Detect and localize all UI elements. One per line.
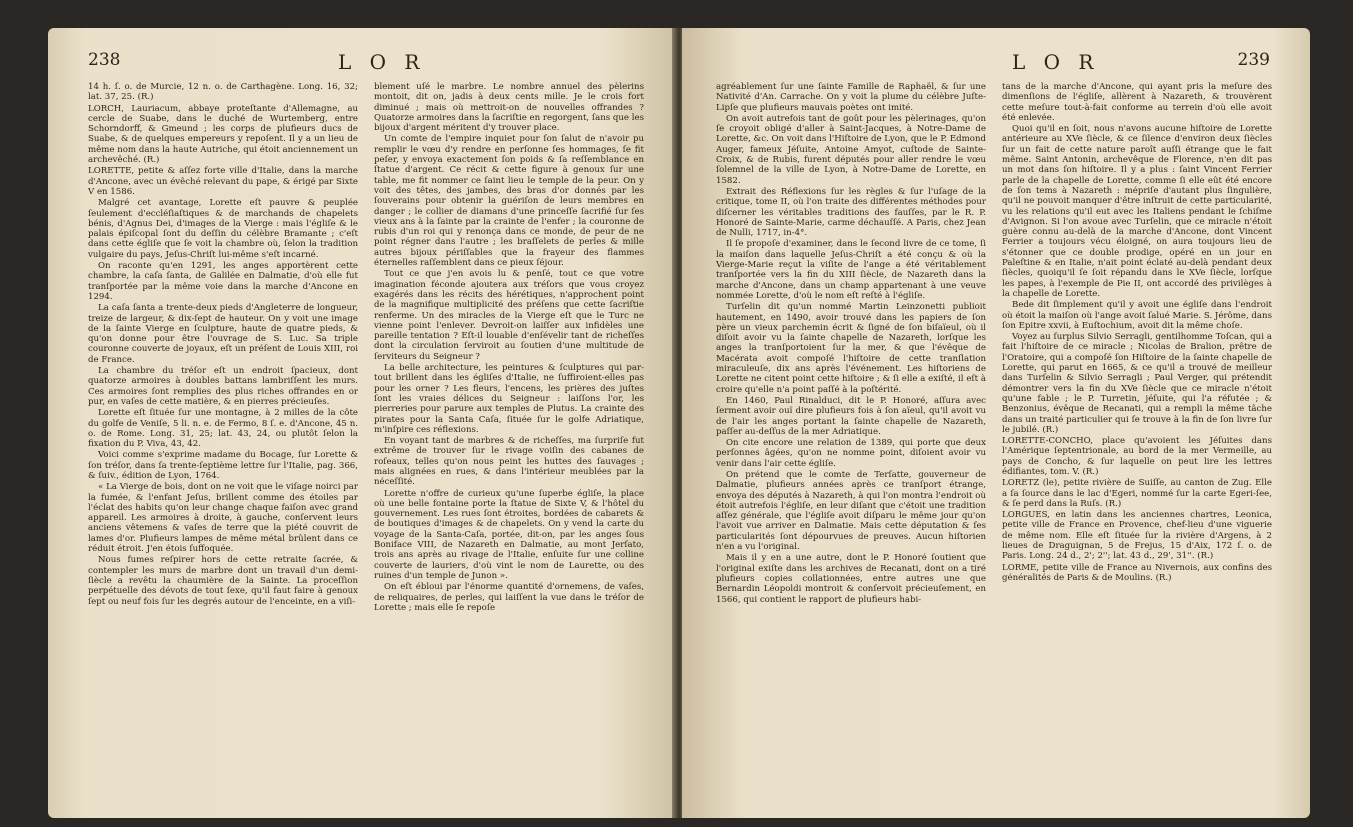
paragraph: LORME, petite ville de France au Nivernois, aux confins des généralités de Paris & de Moulins. (R.) [1002,562,1272,583]
paragraph: Tout ce que j'en avois lu & penſé, tout ce que votre imagination féconde ajoutera aux tréſors que vous croyez exagérés dans les récits des hérétiques, n'approchent point de la magnifique multiplicité des préſens que cette ſacriſtie renferme. Un des miracles de la Vierge eſt que le Turc ne vienne point l'enlever. Devroit-on laiſſer aux infidèles une pareille tentation ? Eſt-il louable d'enſévelir tant de richeſſes dont la circulation ſerviroit au ſoutien d'une multitude de ſerviteurs du Seigneur ? [374,269,644,362]
right-column-1 [716,82,986,802]
paragraph: LORGUES, en latin dans les anciennes chartres, Leonica, petite ville de France en Provence, chef-lieu d'une viguerie de même nom. Elle eſt ſituée ſur la rivière d'Argens, à 2 lieues de Draguignan, 5 de Frejus, 15 d'Aix, 172 ſ. o. de Paris. Long. 24 d., 2'; 2''; lat. 43 d., 29', 31''. (R.) [1002,510,1272,562]
left-page [48,28,676,818]
paragraph: La caſa ſanta a trente-deux pieds d'Angleterre de longueur, treize de largeur, & dix-ſept de hauteur. On y voit une image de la ſainte Vierge en ſculpture, haute de quatre pieds, & qu'on donne pour être l'ouvrage de S. Luc. Sa triple couronne couverte de joyaux, eſt un préſent de Louis XIII, roi de France. [88,303,358,365]
left-page-number: 238 [88,50,121,70]
right-page [682,28,1310,818]
left-running-header [88,50,636,74]
paragraph: Extrait des Réflexions ſur les règles & ſur l'uſage de la critique, tome II, où l'on traite des différentes méthodes pour diſcerner les véritables traditions des fauſſes, par le R. P. Honoré de Sainte-Marie, carme déchauſſé. A Paris, chez Jean de Nulli, 1717, in-4°. [716,186,986,239]
left-column-2 [374,82,644,802]
paragraph: On raconte qu'en 1291, les anges apportèrent cette chambre, la caſa ſanta, de Galilée en Dalmatie, d'où elle fut tranſportée par la même voie dans la marche d'Ancone en 1294. [88,261,358,302]
paragraph: Quoi qu'il en ſoit, nous n'avons aucune hiſtoire de Lorette antérieure au XVe ſiècle, & ce ſilence d'environ deux ſiècles ſur un fait de cette nature paroît auſſi étrange que le fait même. Saint Antonin, archevêque de Florence, n'en dit pas un mot dans ſon hiſtoire. Il y a plus : ſaint Vincent Ferrier parle de la chapelle de Lorette, comme ſi elle eût été encore de ſon tems à Nazareth : mépriſe d'autant plus ſingulière, qu'il ne pouvoit manquer d'être inſtruit de cette particularité, vu les relations qu'il eut avec les Italiens pendant le ſchiſme d'Avignon. Si l'on avoue avec Turſelin, que ce miracle n'étoit guère connu au-delà de la marche d'Ancone, dont Vincent Ferrier a toujours vécu éloigné, on aura toujours lieu de s'étonner que ce double prodige, opéré en un jour en Paleſtine & en Italie, n'ait point éclaté au-delà pendant deux ſiècles, quoiqu'il ſe ſoit répandu dans le XVe ſiècle, lorſque les papes, à l'exemple de Pie II, ont accordé des privilèges à la chapelle de Lorette. [1002,124,1272,299]
paragraph: La belle architecture, les peintures & ſculptures qui par-tout brillent dans les égliſes d'Italie, ne ſuffiroient-elles pas pour les orner ? Les fleurs, l'encens, les prières des juſtes ſont les vraies délices du Seigneur : laiſſons l'or, les pierreries pour parure aux temples de Plutus. La crainte des pirates pour la Santa Caſa, ſituée ſur le golfe Adriatique, m'inſpire ces réflexions. [374,363,644,435]
paragraph: Voyez au ſurplus Silvio Serragli, gentilhomme Toſcan, qui a fait l'hiſtoire de ce miracle ; Nicolas de Bralion, prêtre de l'Oratoire, qui a compoſé ſon Hiſtoire de la ſainte chapelle de Lorette, qui parut en 1665, & ce qu'il a trouvé de meilleur dans Turſelin & Silvio Serragli ; Paul Verger, qui prétendit démontrer vers la fin du XVe ſiècle que ce miracle n'étoit qu'une fable ; le P. Turretin, jéſuite, qui l'a réfutée ; & Benzonius, évêque de Recanati, qui a rempli la même tâche dans un traité particulier qui ſe trouve à la fin de ſon livre ſur le jubilé. (R.) [1002,332,1272,435]
paragraph: tans de la marche d'Ancone, qui ayant pris la meſure des dimenſions de l'égliſe, allèrent à Nazareth, & trouvèrent cette meſure tout-à-fait conforme au terrein d'où elle avoit été enlevée. [1002,82,1272,123]
paragraph: LORETTE, petite & aſſez forte ville d'Italie, dans la marche d'Ancone, avec un évêché relevant du pape, & érigé par Sixte V en 1586. [88,166,358,197]
paragraph: Voici comme s'exprime madame du Bocage, ſur Lorette & ſon tréſor, dans ſa trente-ſeptième lettre ſur l'Italie, pag. 366, & ſuiv., édition de Lyon, 1764. [88,450,358,481]
left-running-head: L O R [338,50,426,74]
paragraph: Bede dit ſimplement qu'il y avoit une égliſe dans l'endroit où étoit la maiſon où l'ange avoit ſalué Marie. S. Jérôme, dans ſon Epitre xxvii, à Euſtochium, avoit dit la même choſe. [1002,300,1272,331]
paragraph: LORCH, Lauriacum, abbaye proteſtante d'Allemagne, au cercle de Suabe, dans le duché de Wurtemberg, entre Schorndorff, & Gmeund ; les corps de plufieurs ducs de Suabe, & de quelques empereurs y repoſent. Il y a un lieu de même nom dans la haute Autriche, qui étoit anciennement un archevêché. (R.) [88,103,358,166]
right-running-head: L O R [1012,50,1100,74]
right-page-number: 239 [1237,50,1270,70]
paragraph: Lorette n'offre de curieux qu'une ſuperbe égliſe, la place où une belle fontaine porte la ſtatue de Sixte V, & l'hôtel du gouvernement. Les rues ſont étroites, bordées de cabarets & de boutiques d'images & de chapelets. On y vend la carte du voyage de la Santa-Caſa, portée, dit-on, par les anges ſous Boniface VIII, de Nazareth en Dalmatie, au mont Jerſato, trois ans après au rivage de l'Italie, enſuite ſur une colline couverte de lauriers, d'où vint le nom de Laurette, ou des ruines d'un temple de Junon ». [374,488,644,581]
paragraph: LORETTE-CONCHO, place qu'avoient les Jéſuites dans l'Amérique ſeptentrionale, au bord de la mer Vermeille, au pays de Concho, & ſur laquelle on peut lire les lettres édifiantes, tom. V. (R.) [1002,436,1272,477]
paragraph: « La Vierge de bois, dont on ne voit que le viſage noirci par la fumée, & l'enfant Jeſus, brillent comme des étoiles par l'éclat des habits qu'on leur change chaque faiſon avec grand appareil. Les armoires à droite, à gauche, conſervent leurs anciens vêtemens & vaſes de terre que la piété couvrit de lames d'or. Plufieurs lampes de même métal brûlent dans ce réduit étroit. J'en étois ſuffoquée. [88,482,358,555]
paragraph: On prétend que le comte de Terſatte, gouverneur de Dalmatie, plufieurs années après ce tranſport étrange, envoya des députés à Nazareth, à qui l'on montra l'endroit où étoit autrefois l'égliſe, en leur diſant que c'étoit une tradition aſſez générale, que l'égliſe avoit diſparu le même jour qu'on l'avoit vue arriver en Dalmatie. Mais cette députation & ſes particularités ſont dépourvues de preuves. Aucun hiſtorien n'en a vu l'original. [716,469,986,553]
paragraph: Nous fumes reſpirer hors de cette retraite ſacrée, & contempler les murs de marbre dont un travail d'un demi-ſiècle a revêtu la chaumière de la Sainte. La proceſſion perpétuelle des dévots de tout ſexe, qu'il faut faire à genoux ſept ou neuf fois ſur les degrés autour de l'enceinte, en a viſi- [88,555,358,607]
paragraph: Lorette eſt ſituée ſur une montagne, à 2 milles de la côte du golfe de Veniſe, 5 li. n. e. de Fermo, 8 ſ. e. d'Ancone, 45 n. o. de Rome. Long. 31, 25; lat. 43, 24, ou plutôt ſelon la fixation du P. Viva, 43, 42. [88,408,358,450]
paragraph: Malgré cet avantage, Lorette eſt pauvre & peuplée ſeulement d'eccléſiaſtiques & de marchands de chapelets bénis, d'Agnus Dei, d'images de la Vierge : mais l'égliſe & le palais épiſcopal ſont du deſſin du célèbre Bramante ; c'eſt dans cette égliſe que ſe voit la chambre où, ſelon la tradition vulgaire du pays, Jeſus-Chriſt lui-même s'eſt incarné. [88,198,358,260]
left-column-1 [88,82,358,802]
paragraph: En voyant tant de marbres & de richeſſes, ma ſurpriſe fut extrême de trouver ſur le rivage voiſin des cabanes de roſeaux, telles qu'on nous peint les huttes des ſauvages ; mais alignées en rues, & dans l'intérieur meublées par la néceſſité. [374,436,644,488]
paragraph: On cite encore une relation de 1389, qui porte que deux perſonnes âgées, qu'on ne nomme point, diſoient avoir vu venir dans l'air cette égliſe. [716,438,986,469]
paragraph: blement uſé le marbre. Le nombre annuel des pèlerins montoit, dit on, jadis à deux cents mille. Je le crois fort diminué ; mais où mettroit-on de nouvelles offrandes ? Quatorze armoires dans la ſacriſtie en regorgent, ſans que les bijoux d'argent méritent d'y trouver place. [374,82,644,134]
paragraph: La chambre du tréſor eſt un endroit ſpacieux, dont quatorze armoires à doubles battans lambriſſent les murs. Ces armoires ſont remplies des plus riches offrandes en or pur, en vaſes de cette matière, & en pierres précieuſes. [88,366,358,407]
paragraph: Mais il y en a une autre, dont le P. Honoré ſoutient que l'original exiſte dans les archives de Recanati, dont on a tiré plufieurs copies collationnées, entre autres une que Bernardin Léopoldi montroit & conſervoit précieuſement, en 1566, qui contient le rapport de plufieurs habi- [716,553,986,605]
paragraph: Turſelin dit qu'un nommé Martin Leinzonetti publioit hautement, en 1490, avoir trouvé dans les papiers de ſon père un vieux parchemin écrit & ſigné de ſon biſaïeul, où il diſoit avoir vu la ſainte chapelle de Nazareth, lorſque les anges la tranſportoient ſur la mer, & que l'évêque de Macérata avoit compoſé l'hiſtoire de cette tranſlation miraculeuſe, dix ans après l'événement. Les hiſtoriens de Lorette ne citent point cette hiſtoire ; & ſi elle a exiſté, il eſt à croire qu'elle n'a point paſſé à la poſtérité. [716,302,986,395]
open-book [48,28,1310,818]
paragraph: On eſt ébloui par l'énorme quantité d'ornemens, de vaſes, de reliquaires, de perles, qui laiſſent la vue dans le tréſor de Lorette ; mais elle ſe repoſe [374,582,644,613]
paragraph: On avoit autrefois tant de goût pour les pèlerinages, qu'on ſe croyoit obligé d'aller à Saint-Jacques, à Notre-Dame de Lorette, &c. On voit dans l'Hiſtoire de Lyon, que le P. Edmond Auger, fameux Jéſuite, Antoine Amyot, cuſtode de Sainte-Croix, & de Rubis, furent députés pour aller rendre le vœu ſolemnel de la ville de Lyon, à Notre-Dame de Lorette, en 1582. [716,113,986,186]
paragraph: En 1460, Paul Rinalduci, dit le P. Honoré, aſſura avec ſerment avoir ouï dire plufieurs fois à ſon aïeul, qu'il avoit vu de l'air les anges portant la ſainte chapelle de Nazareth, paſſer au-deſſus de la mer Adriatique. [716,395,986,437]
paragraph: LORETZ (le), petite rivière de Suiſſe, au canton de Zug. Elle a ſa ſource dans le lac d'Egeri, nommé ſur la carte Egeri-ſee, & ſe perd dans la Ruſs. (R.) [1002,478,1272,509]
paragraph: agréablement ſur une ſainte Famille de Raphaël, & ſur une Nativité d'An. Carrache. On y voit la plume du célèbre Juſte-Lipſe que plufieurs mauvais poètes ont imité. [716,82,986,113]
right-column-2 [1002,82,1272,802]
paragraph: Un comte de l'empire inquiet pour ſon ſalut de n'avoir pu remplir le vœu d'y rendre en perſonne ſes hommages, ſe fit peſer, y envoya exactement ſon poids & ſa reſſemblance en ſtatue d'argent. Ce récit & cette figure à genoux ſur une table, me fit nommer ce ſaint lieu le temple de la peur. On y voit des têtes, des jambes, des bras d'or donnés par les ſouverains pour obtenir la guériſon de leurs membres en danger ; le collier de diamans d'une princeſſe ſacrifié ſur ſes vieux ans à la ſainte par la crainte de l'enfer ; la couronne de rubis d'un roi qui y renonça dans ce monde, de peur de ne point régner dans l'autre ; les braſſelets de perles & mille autres bijoux périſſables que la frayeur des flammes éternelles raſſemblent dans ce pieux ſéjour. [374,134,644,269]
right-running-header [722,50,1270,74]
paragraph: 14 h. ſ. o. de Murcie, 12 n. o. de Carthagène. Long. 16, 32; lat. 37, 25. (R.) [88,82,358,103]
paragraph: Il ſe propoſe d'examiner, dans le ſecond livre de ce tome, ſi la maiſon dans laquelle Jeſus-Chriſt a été conçu & où la Vierge-Marie reçut la viſite de l'ange a été véritablement tranſportée vers la fin du XIII ſiècle, de Nazareth dans la marche d'Ancone, dans un champ appartenant à une veuve nommée Lorette, d'où le nom eſt reſté à l'égliſe. [716,239,986,301]
